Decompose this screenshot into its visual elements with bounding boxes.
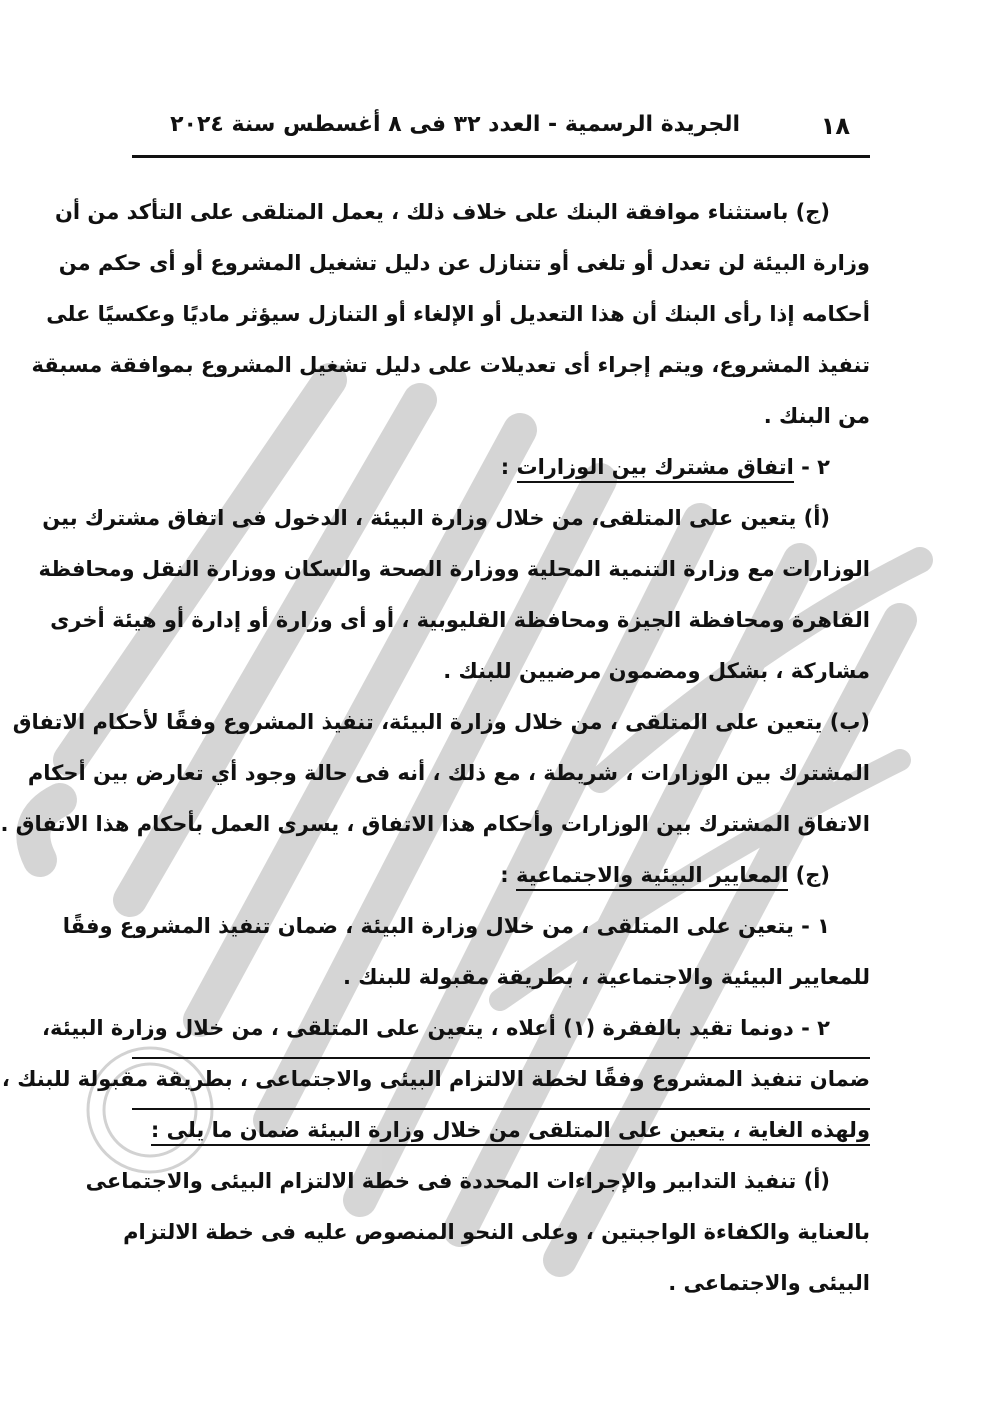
- underlined-text: ولهذه الغاية ، يتعين على المتلقى من خلال وزارة البيئة ضمان ما يلى :: [151, 1118, 870, 1146]
- text-line: مشاركة ، بشكل ومضمون مرضيين للبنك .: [443, 659, 870, 683]
- heading-text: المعايير البيئية والاجتماعية: [516, 863, 788, 891]
- text-line: تنفيذ المشروع، ويتم إجراء أى تعديلات على دليل تشغيل المشروع بموافقة مسبقة: [31, 353, 870, 377]
- heading-colon: :: [500, 863, 516, 887]
- text-line: وزارة البيئة لن تعدل أو تلغى أو تتنازل عن دليل تشغيل المشروع أو أى حكم من: [58, 251, 870, 275]
- text-line: الاتفاق المشترك بين الوزارات وأحكام هذا الاتفاق ، يسرى العمل بأحكام هذا الاتفاق .: [0, 812, 870, 836]
- text-line-underlined: ٢ - دونما تقيد بالفقرة (١) أعلاه ، يتعين على المتلقى ، من خلال وزارة البيئة،: [132, 1008, 870, 1059]
- heading-number: ٢ -: [793, 455, 830, 479]
- text-line: المشترك بين الوزارات ، شريطة ، مع ذلك ، أنه فى حالة وجود أي تعارض بين أحكام: [27, 761, 870, 785]
- header-rule: [132, 155, 870, 158]
- text-line-underlined: [132, 1110, 870, 1161]
- page-number: ١٨: [820, 112, 850, 140]
- text-line: بالعناية والكفاءة الواجبتين ، وعلى النحو المنصوص عليه فى خطة الالتزام: [123, 1220, 870, 1244]
- text-line: ١ - يتعين على المتلقى ، من خلال وزارة البيئة ، ضمان تنفيذ المشروع وفقًا: [62, 914, 830, 938]
- document-body: [0, 192, 870, 1314]
- gazette-title: الجريدة الرسمية - العدد ٣٢ فى ٨ أغسطس سنة ٢٠٢٤: [170, 112, 740, 137]
- heading-text: اتفاق مشترك بين الوزارات: [517, 455, 794, 483]
- text-line: للمعايير البيئية والاجتماعية ، بطريقة مقبولة للبنك .: [342, 965, 870, 989]
- text-line-underlined: ضمان تنفيذ المشروع وفقًا لخطة الالتزام البيئى والاجتماعى ، بطريقة مقبولة للبنك ،: [132, 1059, 870, 1110]
- heading-number: (ج): [788, 863, 830, 887]
- text-line: القاهرة ومحافظة الجيزة ومحافظة القليوبية ، أو أى وزارة أو إدارة أو هيئة أخرى: [50, 608, 870, 632]
- heading-colon: :: [500, 455, 517, 479]
- text-line: من البنك .: [763, 404, 870, 428]
- text-line: أحكامه إذا رأى البنك أن هذا التعديل أو الإلغاء أو التنازل سيؤثر ماديًا وعكسيًا على: [46, 302, 870, 326]
- text-line: (أ) يتعين على المتلقى، من خلال وزارة البيئة ، الدخول فى اتفاق مشترك بين: [42, 506, 830, 530]
- text-line: (ج) باستثناء موافقة البنك على خلاف ذلك ، يعمل المتلقى على التأكد من أن: [54, 200, 830, 224]
- page-header: [132, 112, 870, 152]
- section-heading: [132, 447, 870, 498]
- text-line: (ب) يتعين على المتلقى ، من خلال وزارة البيئة، تنفيذ المشروع وفقًا لأحكام الاتفاق: [12, 710, 870, 734]
- text-line: البيئى والاجتماعى .: [668, 1271, 870, 1295]
- text-line: الوزارات مع وزارة التنمية المحلية ووزارة الصحة والسكان ووزارة النقل ومحافظة: [38, 557, 870, 581]
- section-heading: [132, 855, 870, 906]
- text-line: (أ) تنفيذ التدابير والإجراءات المحددة فى خطة الالتزام البيئى والاجتماعى: [85, 1169, 830, 1193]
